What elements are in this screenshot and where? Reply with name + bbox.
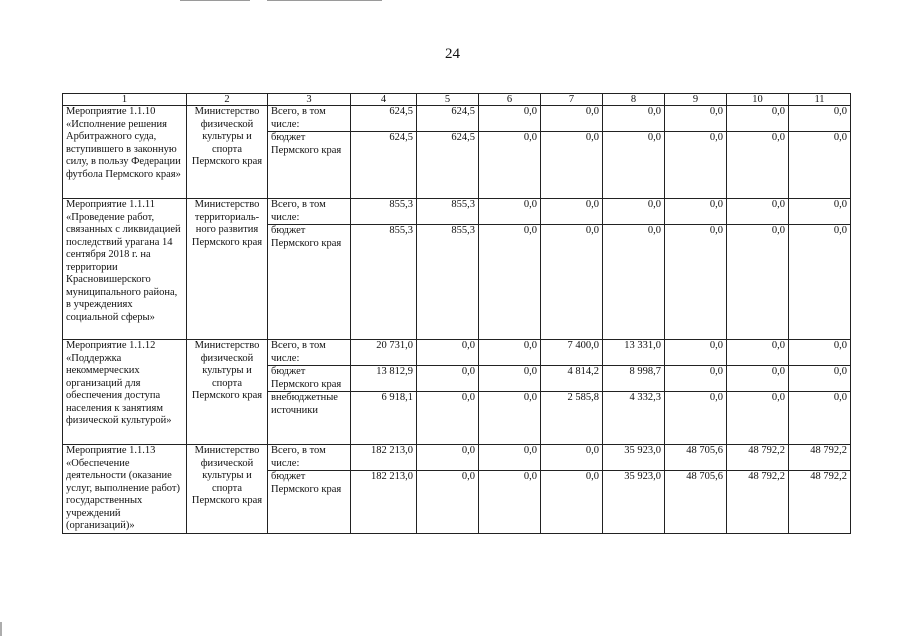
value-cell: 0,0: [417, 471, 479, 534]
value-cell: 0,0: [479, 471, 541, 534]
value-cell: 182 213,0: [351, 445, 417, 471]
value-cell: 624,5: [417, 106, 479, 132]
value-cell: 0,0: [665, 106, 727, 132]
value-cell: 0,0: [479, 445, 541, 471]
value-cell: 13 812,9: [351, 366, 417, 392]
funding-source: Всего, в том числе:: [268, 106, 351, 132]
value-cell: 0,0: [665, 366, 727, 392]
value-cell: 0,0: [789, 106, 851, 132]
value-cell: 0,0: [603, 199, 665, 225]
column-header: 4: [351, 94, 417, 106]
column-header: 8: [603, 94, 665, 106]
column-header: 3: [268, 94, 351, 106]
value-cell: 0,0: [727, 392, 789, 445]
value-cell: 0,0: [479, 106, 541, 132]
value-cell: 0,0: [479, 225, 541, 340]
scan-artifact-line: [180, 0, 250, 1]
value-cell: 7 400,0: [541, 340, 603, 366]
value-cell: 13 331,0: [603, 340, 665, 366]
value-cell: 855,3: [351, 199, 417, 225]
scan-artifact-line: [267, 0, 382, 1]
event-name: Мероприятие 1.1.10 «Исполнение решения Арбитражного суда, вступившего в законную силу, в пользу Федерации футбола Пермского края»: [63, 106, 187, 199]
budget-table: [62, 93, 851, 534]
funding-source: внебюджетные источники: [268, 392, 351, 445]
value-cell: 855,3: [417, 225, 479, 340]
value-cell: 624,5: [351, 132, 417, 199]
value-cell: 0,0: [541, 225, 603, 340]
value-cell: 0,0: [789, 225, 851, 340]
value-cell: 6 918,1: [351, 392, 417, 445]
value-cell: 0,0: [665, 340, 727, 366]
table-row: [63, 445, 851, 471]
value-cell: 0,0: [727, 225, 789, 340]
value-cell: 0,0: [417, 340, 479, 366]
column-number-row: [63, 94, 851, 106]
value-cell: 0,0: [541, 471, 603, 534]
value-cell: 4 332,3: [603, 392, 665, 445]
funding-source: бюджет Пермского края: [268, 132, 351, 199]
value-cell: 48 705,6: [665, 471, 727, 534]
value-cell: 624,5: [351, 106, 417, 132]
value-cell: 0,0: [665, 132, 727, 199]
value-cell: 4 814,2: [541, 366, 603, 392]
column-header: 1: [63, 94, 187, 106]
event-organization: Министерство физической культуры и спорта Пермского края: [187, 340, 268, 445]
value-cell: 0,0: [789, 392, 851, 445]
value-cell: 48 792,2: [727, 471, 789, 534]
funding-source: бюджет Пермского края: [268, 471, 351, 534]
value-cell: 0,0: [665, 225, 727, 340]
value-cell: 0,0: [789, 199, 851, 225]
value-cell: 0,0: [417, 445, 479, 471]
value-cell: 0,0: [727, 340, 789, 366]
value-cell: 0,0: [479, 199, 541, 225]
value-cell: 0,0: [727, 132, 789, 199]
page-number: 24: [445, 46, 460, 62]
value-cell: 0,0: [479, 132, 541, 199]
funding-source: Всего, в том числе:: [268, 445, 351, 471]
scan-artifact-mark: [0, 622, 14, 636]
value-cell: 0,0: [603, 132, 665, 199]
value-cell: 48 792,2: [727, 445, 789, 471]
table-row: [63, 106, 851, 132]
funding-source: бюджет Пермского края: [268, 225, 351, 340]
value-cell: 0,0: [665, 392, 727, 445]
value-cell: 35 923,0: [603, 471, 665, 534]
value-cell: 48 705,6: [665, 445, 727, 471]
value-cell: 855,3: [351, 225, 417, 340]
value-cell: 48 792,2: [789, 445, 851, 471]
value-cell: 8 998,7: [603, 366, 665, 392]
value-cell: 0,0: [541, 132, 603, 199]
column-header: 6: [479, 94, 541, 106]
event-organization: Министерство физической культуры и спорта Пермского края: [187, 106, 268, 199]
value-cell: 2 585,8: [541, 392, 603, 445]
value-cell: 48 792,2: [789, 471, 851, 534]
column-header: 5: [417, 94, 479, 106]
value-cell: 0,0: [479, 392, 541, 445]
value-cell: 0,0: [789, 366, 851, 392]
value-cell: 0,0: [789, 132, 851, 199]
value-cell: 0,0: [417, 392, 479, 445]
value-cell: 0,0: [603, 225, 665, 340]
value-cell: 0,0: [541, 106, 603, 132]
event-name: Мероприятие 1.1.11 «Проведение работ, связанных с ликвидацией последствий урагана 14 сентября 2018 г. на территории Красновишерского муниципального района, в учреждениях социальной сферы»: [63, 199, 187, 340]
column-header: 10: [727, 94, 789, 106]
value-cell: 0,0: [541, 199, 603, 225]
value-cell: 0,0: [727, 199, 789, 225]
funding-source: бюджет Пермского края: [268, 366, 351, 392]
value-cell: 20 731,0: [351, 340, 417, 366]
event-name: Мероприятие 1.1.13 «Обеспечение деятельности (оказание услуг, выполнение работ) государственных учреждений (организаций)»: [63, 445, 187, 534]
column-header: 2: [187, 94, 268, 106]
value-cell: 0,0: [541, 445, 603, 471]
funding-source: Всего, в том числе:: [268, 199, 351, 225]
value-cell: 0,0: [479, 366, 541, 392]
value-cell: 182 213,0: [351, 471, 417, 534]
value-cell: 35 923,0: [603, 445, 665, 471]
event-organization: Министерство территориаль-ного развития Пермского края: [187, 199, 268, 340]
table-row: [63, 340, 851, 366]
column-header: 7: [541, 94, 603, 106]
event-organization: Министерство физической культуры и спорта Пермского края: [187, 445, 268, 534]
value-cell: 0,0: [417, 366, 479, 392]
value-cell: 624,5: [417, 132, 479, 199]
funding-source: Всего, в том числе:: [268, 340, 351, 366]
value-cell: 0,0: [727, 366, 789, 392]
value-cell: 0,0: [603, 106, 665, 132]
column-header: 9: [665, 94, 727, 106]
event-name: Мероприятие 1.1.12 «Поддержка некоммерческих организаций для обеспечения доступа населения к занятиям физической культурой»: [63, 340, 187, 445]
value-cell: 0,0: [727, 106, 789, 132]
value-cell: 855,3: [417, 199, 479, 225]
value-cell: 0,0: [789, 340, 851, 366]
value-cell: 0,0: [665, 199, 727, 225]
value-cell: 0,0: [479, 340, 541, 366]
column-header: 11: [789, 94, 851, 106]
table-row: [63, 199, 851, 225]
